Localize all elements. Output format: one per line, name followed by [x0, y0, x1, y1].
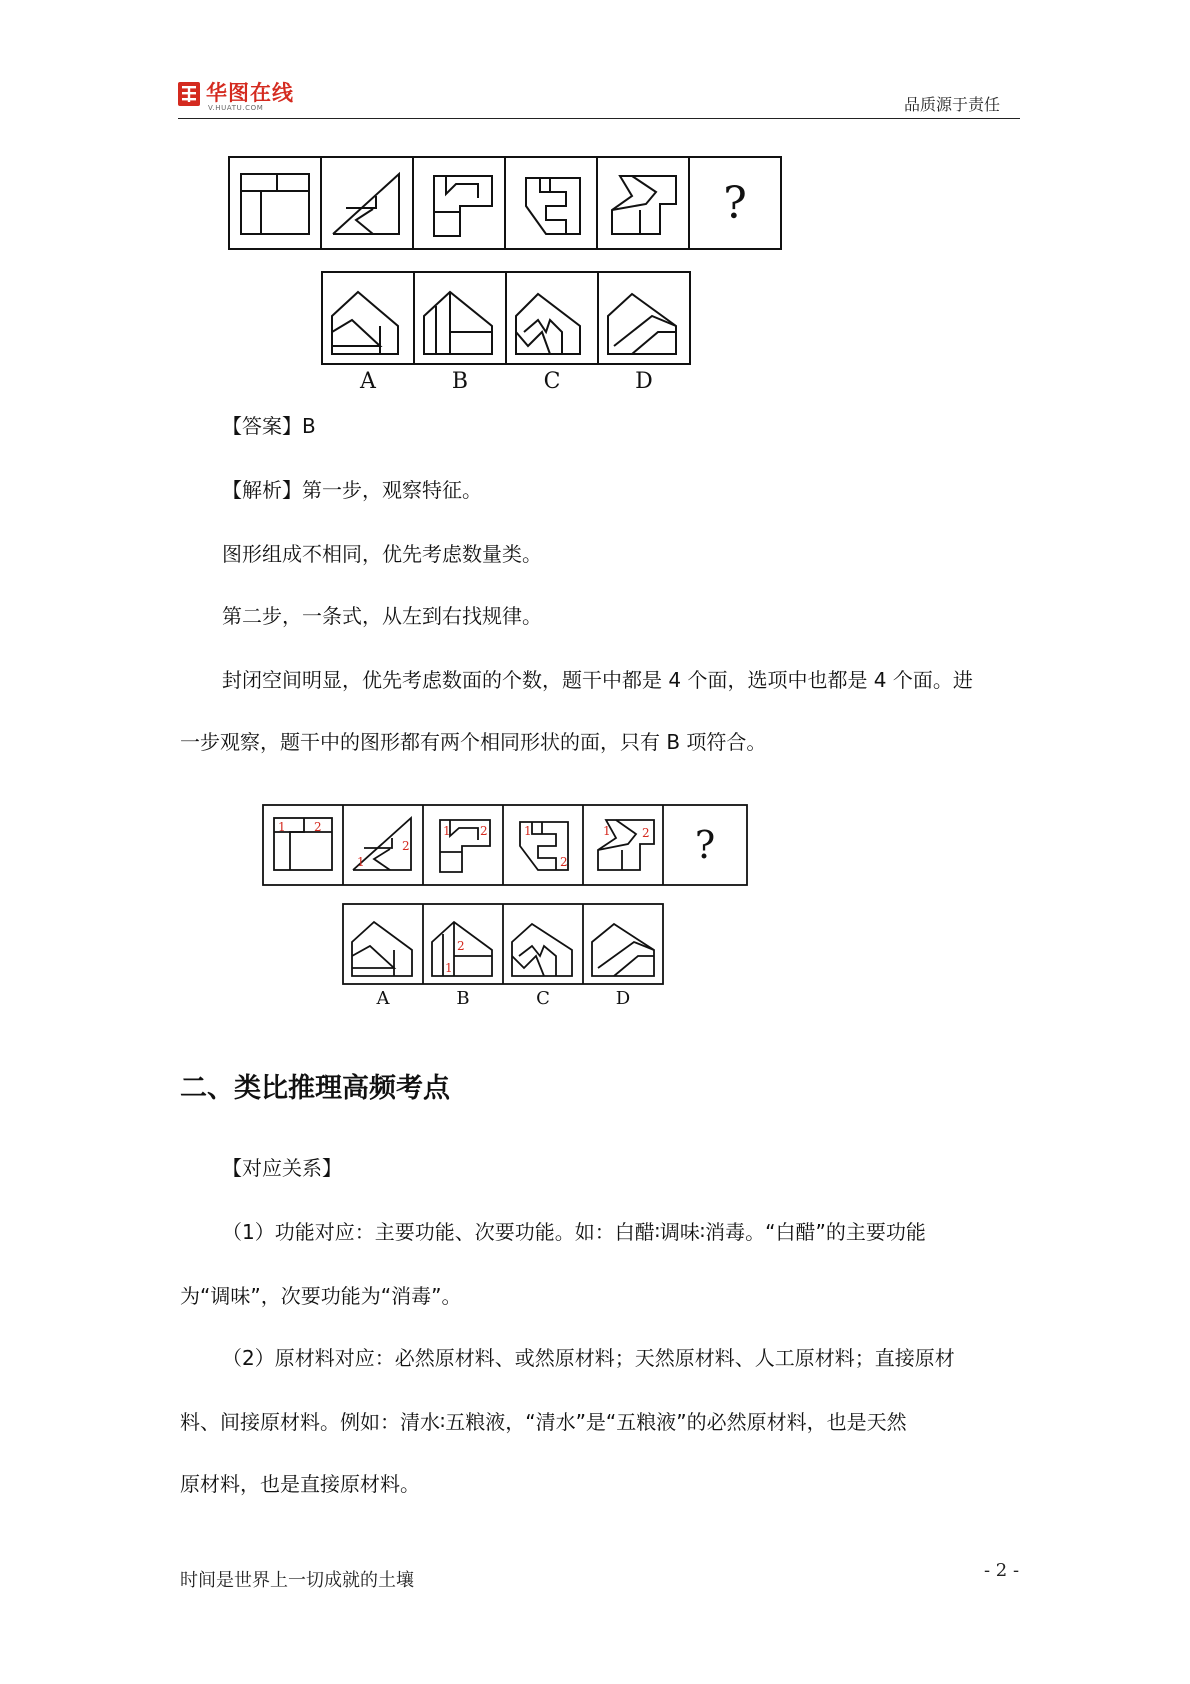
face-label: 1 — [524, 824, 532, 838]
option-label-b: B — [456, 988, 470, 1009]
face-label: 2 — [457, 939, 465, 953]
face-label: 1 — [278, 820, 286, 834]
analysis-step-1: 【解析】第一步，观察特征。 — [222, 478, 482, 502]
page-number: - 2 - — [984, 1560, 1020, 1581]
face-label: 2 — [480, 824, 488, 838]
item-1-line-1: （1）功能对应：主要功能、次要功能。如：白醋∶调味∶消毒。“白醋”的主要功能 — [222, 1220, 926, 1244]
item-2-line-2: 料、间接原材料。例如：清水∶五粮液，“清水”是“五粮液”的必然原材料，也是天然 — [180, 1410, 907, 1434]
analysis-step-2: 第二步，一条式，从左到右找规律。 — [222, 604, 542, 628]
face-label: 1 — [445, 961, 453, 975]
header-slogan: 品质源于责任 — [903, 95, 1000, 114]
face-label: 2 — [560, 855, 568, 869]
question-mark: ? — [723, 178, 747, 229]
face-label: 1 — [603, 824, 611, 838]
analysis-paragraph-2a: 封闭空间明显，优先考虑数面的个数，题干中都是 4 个面，选项中也都是 4 个面。进 — [222, 668, 973, 692]
option-label-d: D — [615, 988, 631, 1009]
face-label: 2 — [402, 839, 410, 853]
option-label-b: B — [451, 369, 469, 394]
question-figure-1 — [228, 156, 788, 396]
option-label-a: A — [360, 369, 376, 394]
item-2-line-1: （2）原材料对应：必然原材料、或然原材料；天然原材料、人工原材料；直接原材 — [222, 1346, 955, 1370]
item-1-line-2: 为“调味”，次要功能为“消毒”。 — [180, 1284, 462, 1308]
answer-line: 【答案】B — [222, 414, 316, 438]
face-label: 2 — [314, 820, 322, 834]
option-label-a: A — [376, 988, 390, 1009]
item-2-line-3: 原材料，也是直接原材料。 — [180, 1472, 420, 1496]
logo — [178, 82, 294, 113]
option-label-c: C — [543, 369, 561, 394]
face-label: 1 — [443, 824, 451, 838]
logo-text: 华图在线 — [206, 81, 294, 105]
huatu-logo-icon — [178, 82, 200, 106]
annotated-figure — [262, 804, 752, 1014]
analysis-paragraph-2b: 一步观察，题干中的图形都有两个相同形状的面，只有 B 项符合。 — [180, 730, 767, 754]
footer-motto: 时间是世界上一切成就的土壤 — [180, 1570, 414, 1591]
question-mark: ? — [694, 823, 716, 867]
analysis-paragraph-1: 图形组成不相同，优先考虑数量类。 — [222, 542, 542, 566]
logo-url: V.HUATU.COM — [208, 104, 264, 112]
option-label-d: D — [635, 369, 653, 394]
option-label-c: C — [536, 988, 550, 1009]
face-label: 2 — [642, 826, 650, 840]
face-label: 1 — [357, 855, 365, 869]
section-subtitle: 【对应关系】 — [222, 1156, 342, 1180]
page-header — [178, 82, 1020, 119]
section-title: 二、类比推理高频考点 — [180, 1073, 450, 1104]
